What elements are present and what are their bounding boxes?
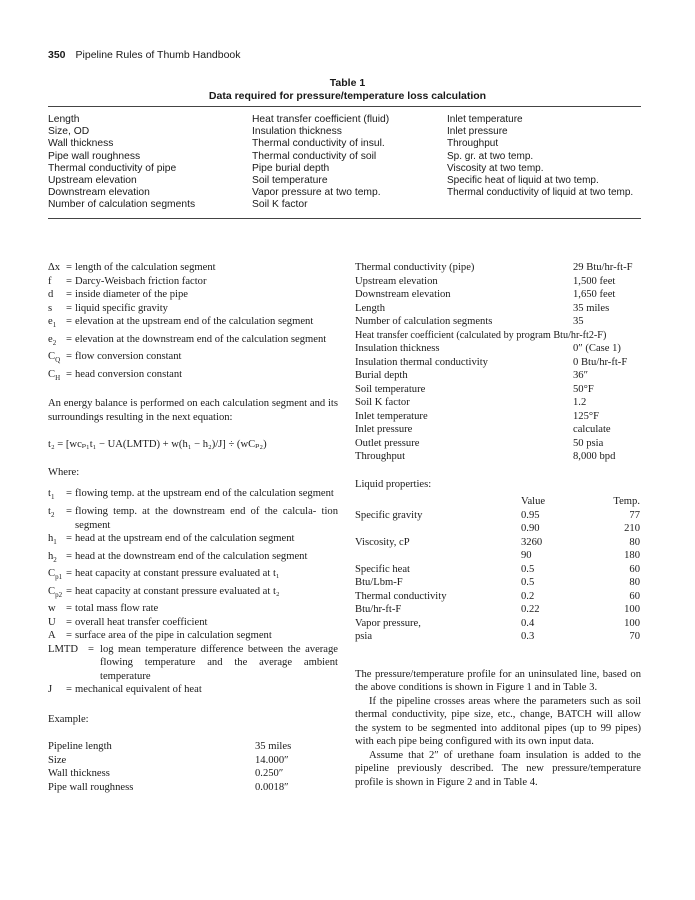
liquid-row: 0.90 210 [521, 523, 640, 534]
example-list [48, 740, 338, 794]
table-cell: Downstream elevation [48, 187, 150, 199]
variable-definition: $h_1$ = head at the upstream end of the calculation segment [48, 533, 295, 547]
table-col-1 [48, 114, 195, 212]
body-paragraph: If the pipeline crosses areas where the parameters such as soil thermal conductivity, pipe size, etc., change, BATCH will allow the system to be segmented into additonal pipes (up to 99 pipes) with each pipe being configured with its own input data. [355, 695, 641, 747]
variable-definition: U = overall heat transfer coefficient [48, 616, 208, 628]
variable-definition: J = mechanical equivalent of heat [48, 684, 202, 696]
variable-definition: s = liquid specific gravity [48, 302, 168, 314]
example-row: Outlet pressure 50 psia [355, 437, 604, 449]
example-row: Length 35 miles [355, 302, 610, 314]
table-cell: Sp. gr. at two temp. [447, 150, 534, 162]
variable-definition: f = Darcy-Weisbach friction factor [48, 275, 207, 287]
table-cell: Thermal conductivity of soil [252, 150, 377, 162]
table-cell: Viscosity at two temp. [447, 162, 544, 174]
variable-definition: $C_{p1}$ = heat capacity at constant pressure evaluated at t₁ [48, 568, 280, 582]
example-row: Size 14.000″ [48, 754, 289, 766]
variable-definition: $C_Q$ = flow conversion constant [48, 351, 182, 365]
variable-definition: $t_2$ = flowing temp. at the downstream end of the calcula- tion segment [48, 506, 338, 531]
example-row: Downstream elevation 1,650 feet [355, 289, 616, 300]
example-row: Throughput 8,000 bpd [355, 451, 616, 462]
table-cell: Thermal conductivity of liquid at two temp. [447, 187, 634, 199]
example-row: Insulation thermal conductivity 0 Btu/hr-ft-F [355, 356, 628, 368]
table-cell: Inlet temperature [447, 114, 523, 125]
variable-definition: LMTD = log mean temperature difference between the average flowing temperature and the average ambient temperature [48, 643, 338, 682]
variable-definition: $e_1$ = elevation at the upstream end of the calculation segment [48, 316, 314, 330]
liquid-row: Btu/hr-ft-F 0.22 100 [355, 604, 640, 615]
body-paragraph: Assume that 2″ of urethane foam insulation is added to the pipeline previously described. The new pressure/temperature profile is shown in Figure 2 and in Table 4. [355, 749, 641, 788]
energy-balance-intro: An energy balance is performed on each calculation segment and its surroundings resulting in the next equation: [48, 398, 338, 423]
table-cell: Wall thickness [48, 138, 114, 150]
table-cell: Soil K factor [252, 199, 308, 211]
variable-definition: d = inside diameter of the pipe [48, 289, 188, 300]
liquid-row: Specific gravity 0.95 77 [355, 509, 640, 521]
example-row: Pipeline length 35 miles [48, 741, 292, 753]
table-cell: Heat transfer coefficient (fluid) [252, 114, 390, 125]
table-cell: Number of calculation segments [48, 199, 196, 211]
table-col-3 [447, 114, 633, 199]
variable-definition: $h_2$ = head at the downstream end of the calculation segment [48, 550, 308, 564]
table-cell: Upstream elevation [48, 175, 137, 187]
example-row: Burial depth 36″ [355, 370, 589, 381]
table-top-rule [48, 106, 641, 107]
table-cell: Pipe wall roughness [48, 150, 141, 162]
table-label: Table 1 [329, 77, 366, 89]
table-cell: Inlet pressure [447, 126, 508, 138]
variable-definition: A = surface area of the pipe in calculation segment [48, 630, 272, 642]
example-row: Insulation thickness 0″ (Case 1) [355, 343, 621, 354]
example-row: Soil K factor 1.2 [355, 397, 587, 408]
table-cell: Thermal conductivity of pipe [48, 162, 177, 174]
table-cell: Pipe burial depth [252, 162, 330, 174]
liquid-row: 90 180 [521, 550, 640, 561]
liquid-table-header: Value Temp. [521, 496, 640, 507]
example-row: Upstream elevation 1,500 feet [355, 275, 616, 287]
variable-definition: w = total mass flow rate [48, 603, 159, 615]
table-cell: Vapor pressure at two temp. [252, 187, 381, 199]
page-number: 350 [48, 49, 66, 61]
where-label: Where: [48, 466, 80, 478]
variable-definition: $C_H$ = head conversion constant [48, 368, 183, 382]
liquid-row: Vapor pressure, 0.4 100 [355, 617, 640, 629]
energy-equation: t₂ = [wcₚ₁t₁ − UA(LMTD) + w(h₁ − h₂)/J] ÷ (wCₚ₂) [48, 439, 267, 451]
table-title: Data required for pressure/temperature loss calculation [208, 90, 487, 102]
table-bottom-rule [48, 218, 641, 219]
table-cell: Length [48, 114, 80, 125]
running-header [48, 49, 241, 61]
table-cell: Soil temperature [252, 175, 328, 187]
liquid-row: Specific heat 0.5 60 [355, 563, 640, 575]
liquid-row: Btu/Lbm-F 0.5 80 [355, 577, 640, 588]
table-cell: Thermal conductivity of insul. [252, 138, 385, 150]
example-row: Soil temperature 50°F [355, 383, 594, 395]
table-cell: Insulation thickness [252, 126, 342, 138]
variable-definition: $t_1$ = flowing temp. at the upstream end of the calculation segment [48, 488, 334, 502]
liquid-properties-label: Liquid properties: [355, 478, 432, 490]
example-row: Inlet pressure calculate [355, 424, 611, 435]
book-title: Pipeline Rules of Thumb Handbook [75, 49, 241, 61]
variable-definition: Δx = length of the calculation segment [48, 262, 216, 273]
example-label: Example: [48, 713, 89, 725]
example-row: Number of calculation segments 35 [355, 316, 584, 327]
liquid-row: Viscosity, cP 3260 80 [355, 536, 640, 548]
table-cell: Specific heat of liquid at two temp. [447, 175, 599, 187]
table-col-2 [252, 114, 389, 212]
body-paragraph: The pressure/temperature profile for an uninsulated line, based on the above conditions is shown in Figure 1 and in Table 3. [355, 668, 641, 693]
table-cell: Throughput [447, 138, 499, 150]
variable-definition: $e_2$ = elevation at the downstream end of the calculation segment [48, 333, 327, 347]
example-row: Pipe wall roughness 0.0018″ [48, 781, 289, 793]
liquid-row: Thermal conductivity 0.2 60 [355, 590, 640, 602]
liquid-row: psia 0.3 70 [355, 631, 640, 642]
left-column [48, 261, 338, 794]
variable-definition: $C_{p2}$ = heat capacity at constant pressure evaluated at t₂ [48, 585, 280, 599]
example-row: Wall thickness 0.250″ [48, 768, 284, 780]
example-row: Inlet temperature 125°F [355, 410, 600, 422]
example-row: Thermal conductivity (pipe) 29 Btu/hr-ft-F [355, 262, 633, 273]
right-column [355, 261, 641, 789]
htc-line: Heat transfer coefficient (calculated by program Btu/hr-ft2-F) [355, 329, 607, 341]
table-cell: Size, OD [48, 126, 90, 138]
